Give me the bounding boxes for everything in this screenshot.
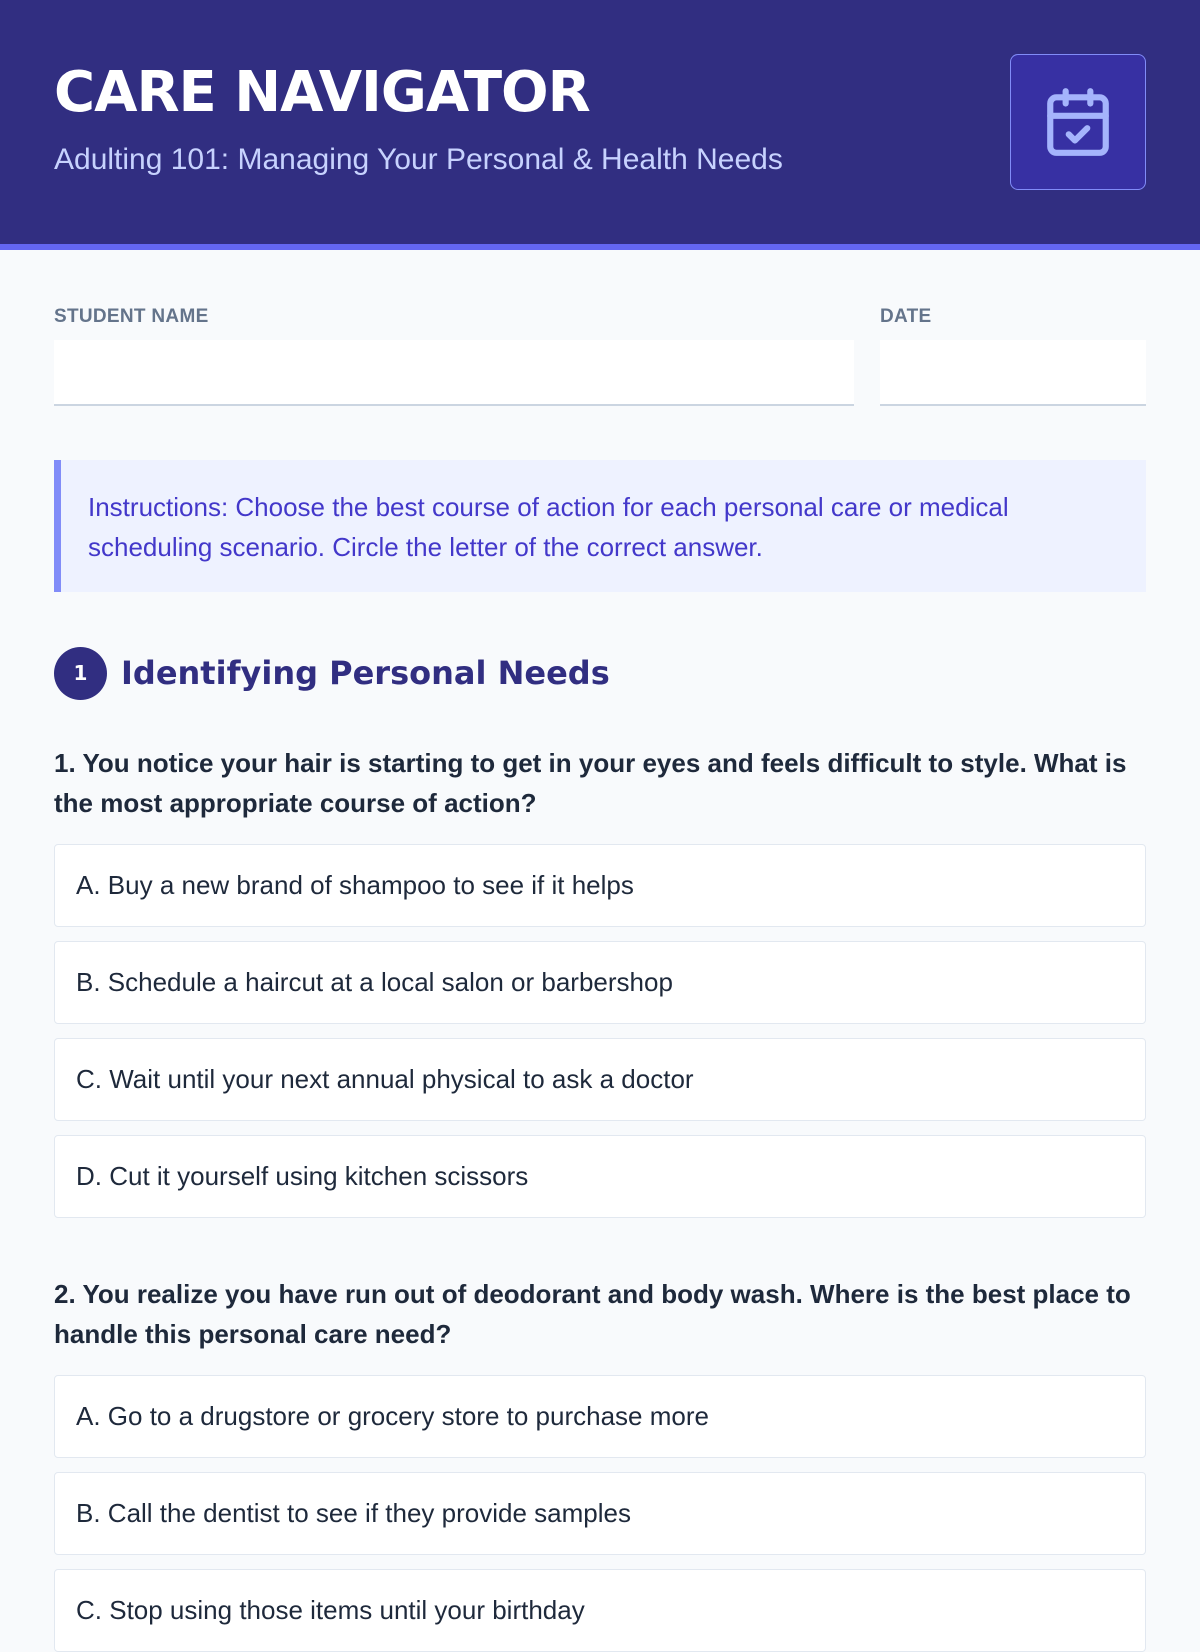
section-number-badge: 1: [54, 647, 107, 700]
page-subtitle: Adulting 101: Managing Your Personal & Health Needs: [54, 143, 783, 176]
date-group: [880, 302, 1146, 406]
page-header: [0, 0, 1200, 250]
section-title: Identifying Personal Needs: [121, 654, 610, 692]
student-name-input[interactable]: [54, 340, 854, 406]
date-input[interactable]: [880, 340, 1146, 406]
page-title: CARE NAVIGATOR: [54, 60, 590, 125]
answer-option[interactable]: C. Wait until your next annual physical to ask a doctor: [54, 1038, 1146, 1121]
instructions-box: Instructions: Choose the best course of action for each personal care or medical scheduling scenario. Circle the letter of the correct answer.: [54, 460, 1146, 592]
student-info-fields: [54, 302, 1146, 406]
calendar-badge: [1010, 54, 1146, 190]
answer-option[interactable]: C. Stop using those items until your birthday: [54, 1569, 1146, 1652]
question-1: 1. You notice your hair is starting to get in your eyes and feels difficult to style. What is the most appropriate course of action?: [54, 748, 1127, 818]
calendar-check-icon: [1041, 85, 1115, 159]
section-header: [54, 647, 1146, 699]
student-name-group: [54, 302, 854, 406]
student-name-label: STUDENT NAME: [54, 306, 209, 327]
answer-option[interactable]: B. Call the dentist to see if they provide samples: [54, 1472, 1146, 1555]
question-2-options: [54, 1375, 1146, 1652]
answer-option[interactable]: D. Cut it yourself using kitchen scissors: [54, 1135, 1146, 1218]
date-label: DATE: [880, 306, 932, 327]
question-1-options: [54, 844, 1146, 1218]
answer-option[interactable]: B. Schedule a haircut at a local salon or barbershop: [54, 941, 1146, 1024]
answer-option[interactable]: A. Buy a new brand of shampoo to see if it helps: [54, 844, 1146, 927]
answer-option[interactable]: A. Go to a drugstore or grocery store to purchase more: [54, 1375, 1146, 1458]
worksheet-content: [0, 302, 1200, 1652]
question-2: 2. You realize you have run out of deodorant and body wash. Where is the best place to handle this personal care need?: [54, 1279, 1131, 1349]
